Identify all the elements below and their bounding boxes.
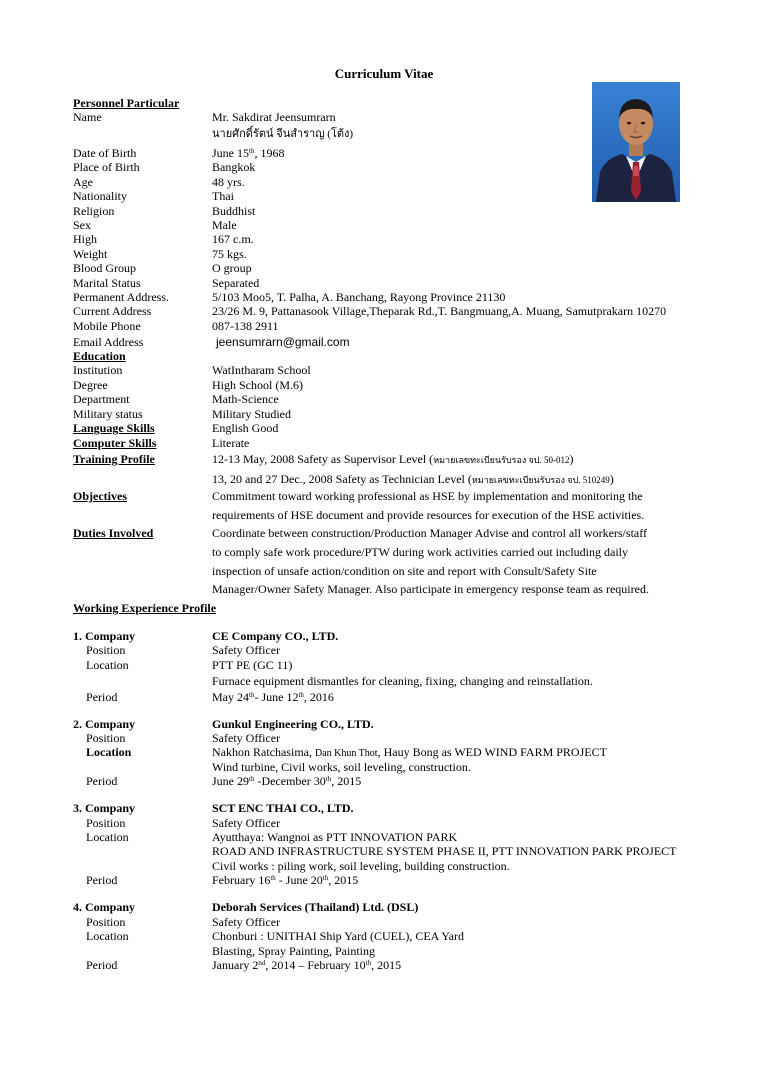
job-4-position-label: Position: [86, 915, 126, 929]
job-2-location: Nakhon Ratchasima, Dan Khun Thot, Hauy Bong as WED WIND FARM PROJECT: [212, 745, 607, 759]
job-4-label: 4. Company: [73, 900, 136, 914]
label-dob: Date of Birth: [73, 146, 137, 160]
job-1-company: CE Company CO., LTD.: [212, 629, 339, 643]
label-high: High: [73, 232, 97, 246]
label-department: Department: [73, 392, 130, 406]
value-duties-4: Manager/Owner Safety Manager. Also participate in emergency response team as required.: [212, 582, 649, 596]
job-3-position: Safety Officer: [212, 816, 281, 830]
job-4-company: Deborah Services (Thailand) Ltd. (DSL): [212, 900, 419, 914]
job-2-location-label: Location: [86, 745, 132, 759]
value-marital: Separated: [212, 276, 260, 290]
job-3-period-label: Period: [86, 873, 118, 887]
label-military: Military status: [73, 407, 143, 421]
value-duties-1: Coordinate between construction/Production Manager Advise and control all workers/staff: [212, 526, 647, 540]
value-training-2: 13, 20 and 27 Dec., 2008 Safety as Technician Level (หมายเลขทะเบียนรับรอง จป. 510249): [212, 472, 614, 486]
job-1-label: 1. Company: [73, 629, 136, 643]
job-4-desc: Blasting, Spray Painting, Painting: [212, 944, 376, 958]
job-2-company: Gunkul Engineering CO., LTD.: [212, 717, 374, 731]
profile-photo: [592, 82, 680, 202]
label-computer: Computer Skills: [73, 436, 157, 450]
label-marital: Marital Status: [73, 276, 141, 290]
job-3-desc-1: ROAD AND INFRASTRUCTURE SYSTEM PHASE II, PTT INNOVATION PARK PROJECT: [212, 844, 677, 858]
job-1-period-label: Period: [86, 690, 118, 704]
value-name-thai: นายศักดิ์รัตน์ จีนสำราญ (โต้ง): [212, 128, 354, 140]
value-blood: O group: [212, 261, 252, 275]
value-objectives-2: requirements of HSE document and provide resources for execution of the HSE activities.: [212, 508, 645, 522]
value-degree: High School (M.6): [212, 378, 303, 392]
label-pob: Place of Birth: [73, 160, 140, 174]
job-3-period: February 16th - June 20th, 2015: [212, 873, 359, 887]
job-4-position: Safety Officer: [212, 915, 281, 929]
value-language: English Good: [212, 421, 279, 435]
document-title: Curriculum Vitae: [334, 66, 434, 81]
job-3-desc-2: Civil works : piling work, soil leveling, building construction.: [212, 859, 510, 873]
value-institution: WatIntharam School: [212, 363, 311, 377]
job-3-position-label: Position: [86, 816, 126, 830]
section-education: Education: [73, 349, 126, 363]
label-degree: Degree: [73, 378, 108, 392]
label-mobile: Mobile Phone: [73, 319, 141, 333]
label-religion: Religion: [73, 204, 115, 218]
value-nationality: Thai: [212, 189, 234, 203]
value-training-1: 12-13 May, 2008 Safety as Supervisor Level (หมายเลขทะเบียนรับรอง จป. 50-012): [212, 452, 574, 466]
value-email: jeensumrarn@gmail.com: [216, 335, 350, 349]
section-personnel: Personnel Particular: [73, 96, 180, 110]
job-2-position: Safety Officer: [212, 731, 281, 745]
value-duties-2: to comply safe work procedure/PTW during work activities carried out including daily: [212, 545, 628, 559]
label-weight: Weight: [73, 247, 108, 261]
job-2-desc: Wind turbine, Civil works, soil leveling, construction.: [212, 760, 471, 774]
job-1-position: Safety Officer: [212, 643, 281, 657]
label-nationality: Nationality: [73, 189, 127, 203]
label-objectives: Objectives: [73, 489, 127, 503]
job-1-desc: Furnace equipment dismantles for cleaning, fixing, changing and reinstallation.: [212, 674, 593, 688]
value-department: Math-Science: [212, 392, 279, 406]
job-2-period: June 29th -December 30th, 2015: [212, 774, 362, 788]
value-computer: Literate: [212, 436, 250, 450]
job-4-location-label: Location: [86, 929, 129, 943]
value-religion: Buddhist: [212, 204, 256, 218]
job-4-period: January 2nd, 2014 – February 10th, 2015: [212, 958, 402, 972]
job-2-period-label: Period: [86, 774, 118, 788]
job-3-location: Ayutthaya: Wangnoi as PTT INNOVATION PARK: [212, 830, 458, 844]
job-3-label: 3. Company: [73, 801, 136, 815]
label-name: Name: [73, 110, 102, 124]
label-current-address: Current Address: [73, 304, 152, 318]
job-1-location-label: Location: [86, 658, 129, 672]
job-2-label: 2. Company: [73, 717, 136, 731]
job-2-position-label: Position: [86, 731, 126, 745]
value-military: Military Studied: [212, 407, 291, 421]
label-training: Training Profile: [73, 452, 155, 466]
label-language: Language Skills: [73, 421, 155, 435]
value-age: 48 yrs.: [212, 175, 245, 189]
label-duties: Duties Involved: [73, 526, 154, 540]
job-1-location: PTT PE (GC 11): [212, 658, 293, 672]
value-duties-3: inspection of unsafe action/condition on site and report with Consult/Safety Site: [212, 564, 597, 578]
job-4-location: Chonburi : UNITHAI Ship Yard (CUEL), CEA Yard: [212, 929, 465, 943]
value-mobile: 087-138 2911: [212, 319, 279, 333]
job-1-position-label: Position: [86, 643, 126, 657]
job-1-period: May 24th- June 12th, 2016: [212, 690, 334, 704]
value-name: Mr. Sakdirat Jeensumrarn: [212, 110, 336, 124]
label-age: Age: [73, 175, 93, 189]
job-3-company: SCT ENC THAI CO., LTD.: [212, 801, 354, 815]
value-pob: Bangkok: [212, 160, 256, 174]
value-permanent-address: 5/103 Moo5, T. Palha, A. Banchang, Rayong Province 21130: [212, 290, 506, 304]
value-high: 167 c.m.: [212, 232, 254, 246]
value-weight: 75 kgs.: [212, 247, 247, 261]
label-sex: Sex: [73, 218, 91, 232]
label-permanent-address: Permanent Address.: [73, 290, 169, 304]
value-sex: Male: [212, 218, 237, 232]
job-4-period-label: Period: [86, 958, 118, 972]
job-3-location-label: Location: [86, 830, 129, 844]
value-objectives-1: Commitment toward working professional as HSE by implementation and monitoring the: [212, 489, 643, 503]
value-dob: June 15th, 1968: [212, 146, 285, 160]
section-working-experience: Working Experience Profile: [73, 601, 217, 615]
label-email: Email Address: [73, 335, 144, 349]
label-institution: Institution: [73, 363, 123, 377]
label-blood: Blood Group: [73, 261, 136, 275]
value-current-address: 23/26 M. 9, Pattanasook Village,Theparak Rd.,T. Bangmuang,A. Muang, Samutprakarn 10270: [212, 304, 667, 318]
